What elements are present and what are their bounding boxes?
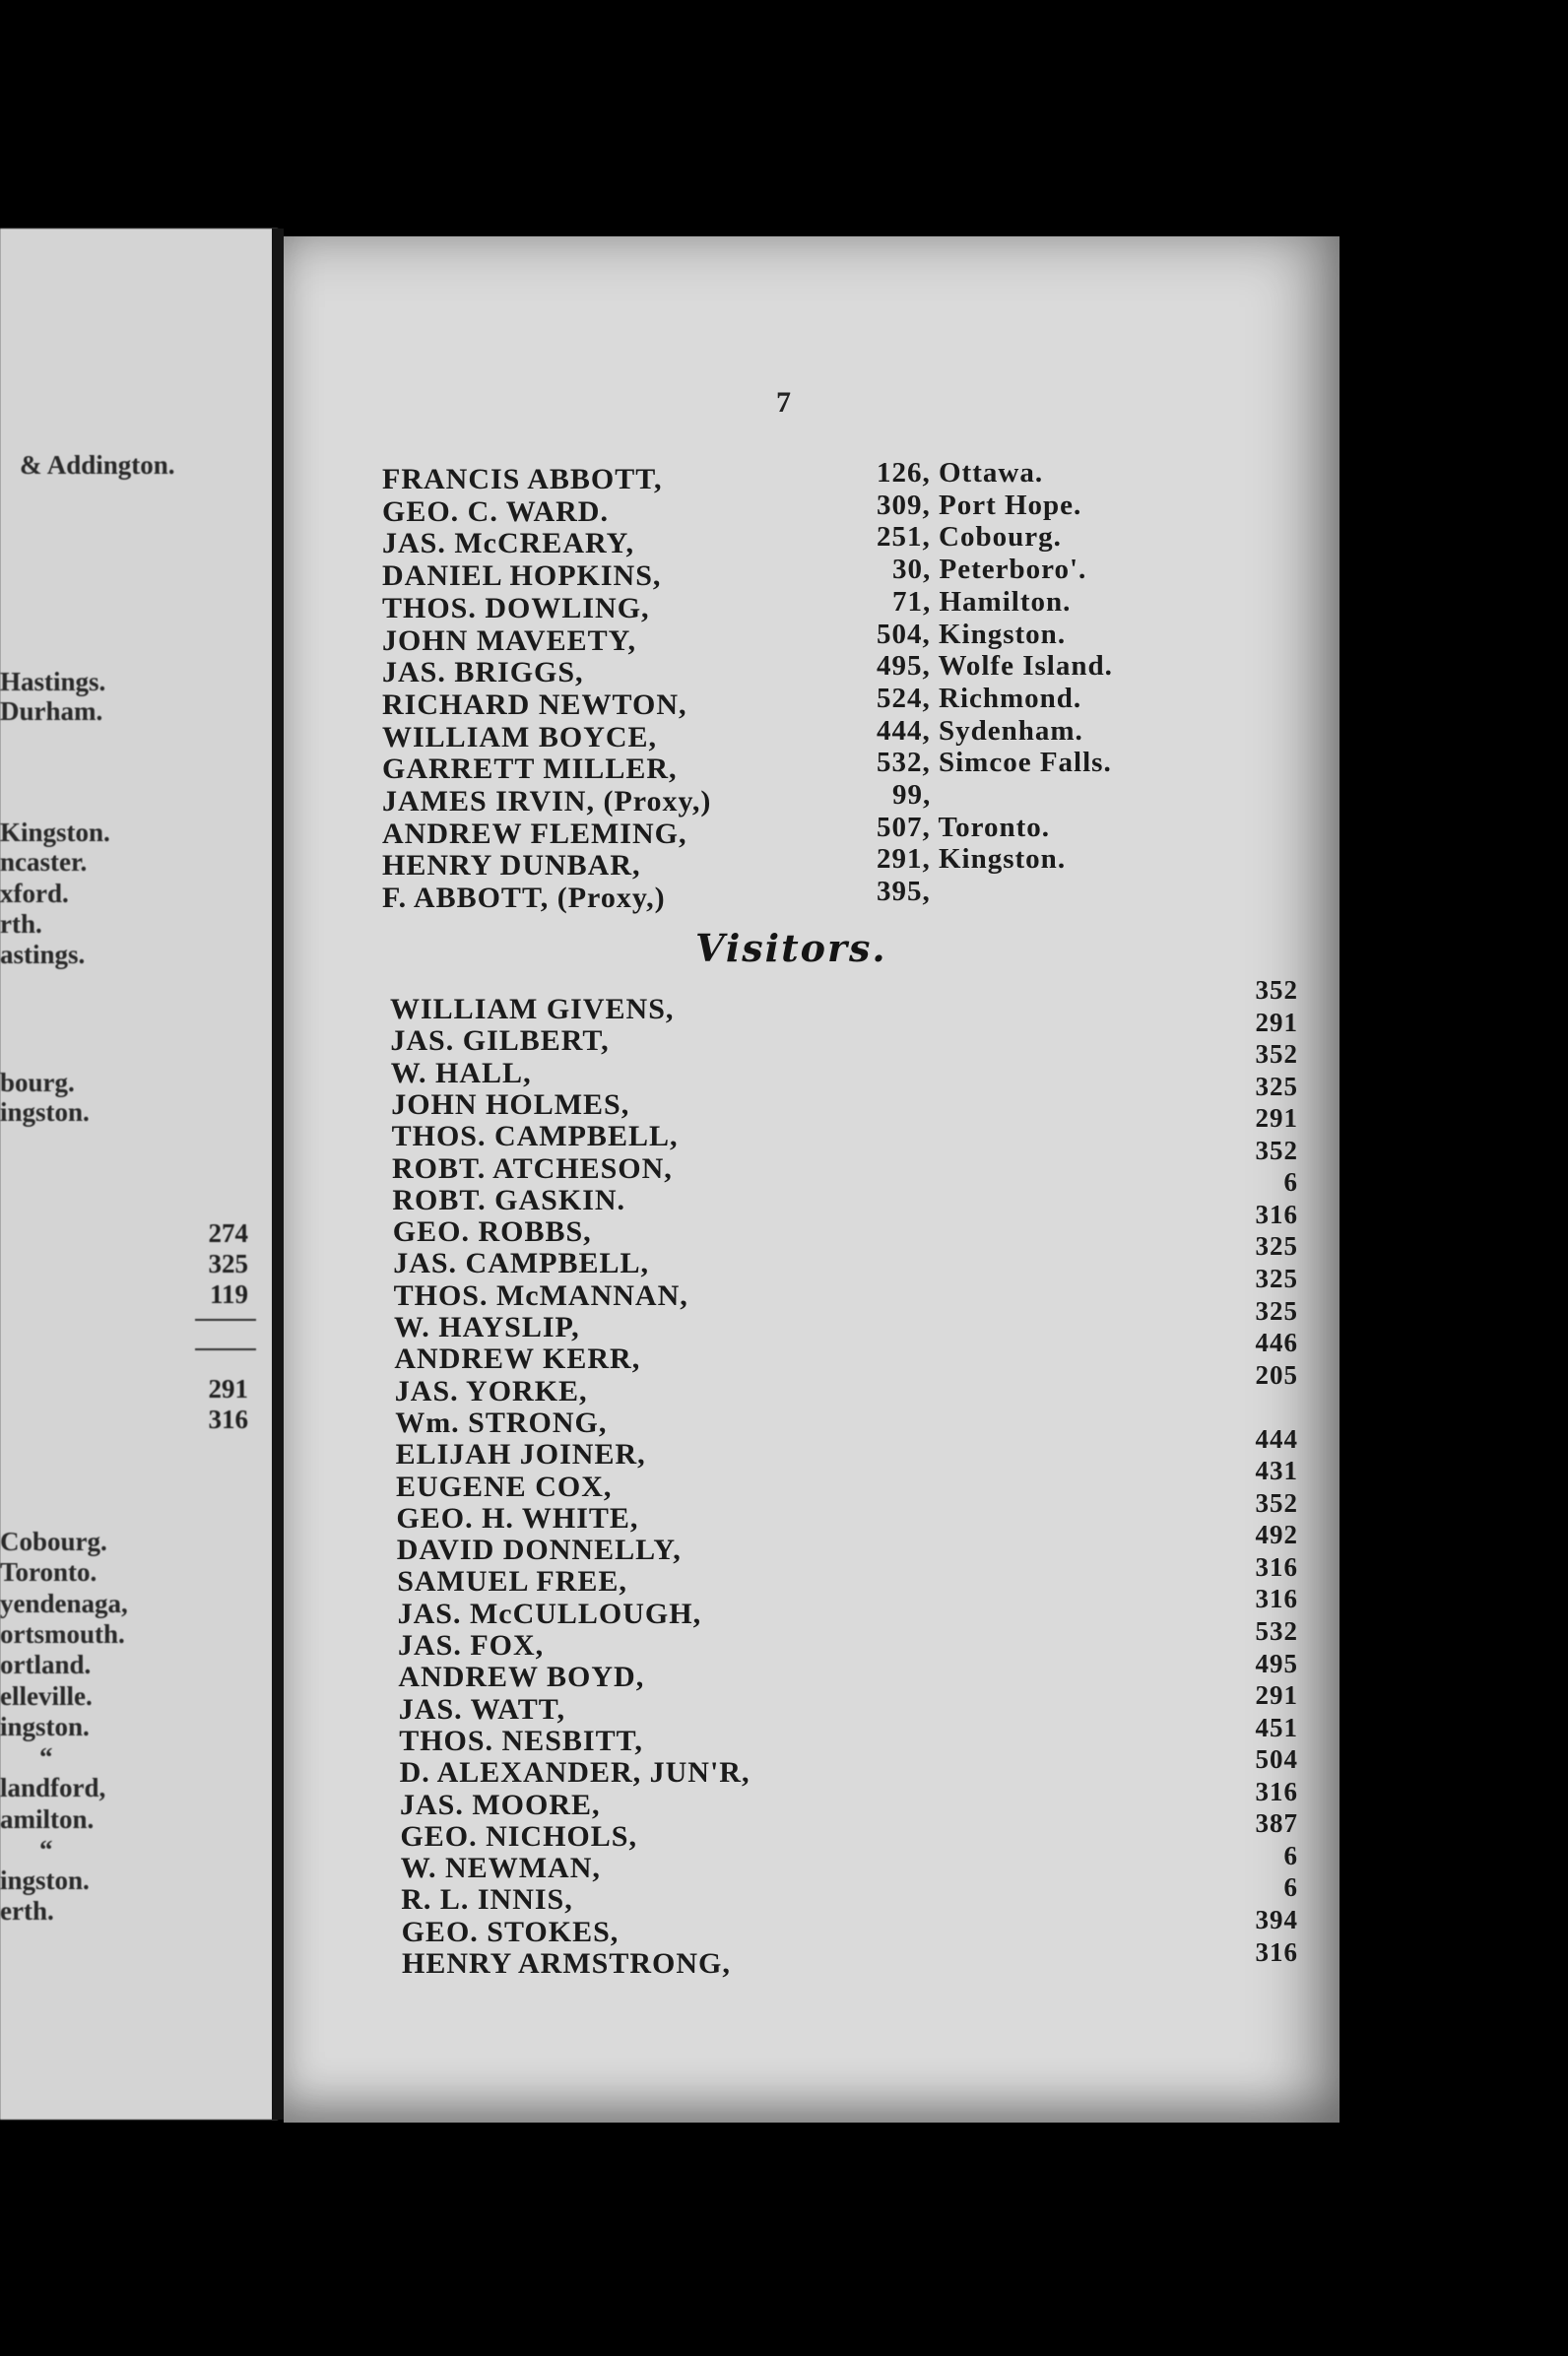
visitor-lodge: 325: [1255, 1071, 1298, 1101]
visitor-lodge: 431: [1255, 1456, 1298, 1486]
visitor-lodge: 325: [1255, 1231, 1298, 1262]
visitor-lodge: 352: [1255, 1039, 1298, 1070]
visitor-lodge: 387: [1255, 1808, 1298, 1839]
visitor-lodge: 325: [1255, 1263, 1298, 1293]
visitor-lodge: 451: [1255, 1712, 1298, 1742]
visitor-name: ELIJAH JOINER,: [395, 1438, 646, 1472]
visitor-name: Wm. STRONG,: [395, 1406, 608, 1439]
visitor-lodge: 6: [1283, 1167, 1298, 1198]
delegate-lodge: 291, Kingston.: [877, 843, 1067, 876]
left-page-line: Cobourg.: [0, 1527, 107, 1556]
visitor-name: ANDREW BOYD,: [398, 1661, 645, 1694]
left-page-number: 325: [208, 1249, 248, 1278]
left-page-line: bourg.: [0, 1068, 75, 1097]
visitor-name: JAS. McCULLOUGH,: [397, 1597, 702, 1630]
visitor-name: W. HAYSLIP,: [394, 1311, 580, 1343]
delegate-lodge: 395,: [877, 876, 931, 908]
delegate-name: THOS. DOWLING,: [382, 591, 650, 624]
delegate-lodge: 71, Hamilton.: [892, 585, 1072, 618]
visitor-lodge: 444: [1255, 1423, 1298, 1454]
visitor-name: JAS. FOX,: [398, 1629, 545, 1662]
left-page-line: & Addington.: [20, 450, 175, 480]
visitor-lodge: 316: [1255, 1199, 1298, 1229]
visitor-name: ROBT. GASKIN.: [392, 1183, 626, 1216]
visitor-lodge: 316: [1255, 1551, 1298, 1582]
left-page-line: ortland.: [0, 1650, 92, 1679]
delegate-name: JAS. BRIGGS,: [382, 656, 584, 689]
left-page-number: 274: [208, 1218, 248, 1248]
left-page-line: Toronto.: [0, 1557, 98, 1587]
visitor-name: JAS. MOORE,: [400, 1788, 601, 1821]
visitor-name: WILLIAM GIVENS,: [390, 993, 675, 1025]
visitor-lodge: 6: [1283, 1872, 1298, 1903]
visitor-lodge: 316: [1255, 1776, 1298, 1806]
visitor-name: JOHN HOLMES,: [391, 1087, 630, 1121]
delegate-lodge: 30, Peterboro'.: [892, 554, 1087, 586]
delegate-name: GARRETT MILLER,: [382, 753, 678, 786]
delegate-name: ANDREW FLEMING,: [382, 817, 687, 850]
visitor-lodge: 352: [1255, 1135, 1298, 1165]
visitor-lodge: 492: [1255, 1520, 1298, 1550]
visitor-lodge: 6: [1283, 1840, 1298, 1870]
visitor-lodge: 495: [1255, 1648, 1298, 1678]
left-page-line: astings.: [0, 940, 86, 969]
delegate-name: JAMES IRVIN, (Proxy,): [382, 785, 712, 818]
left-page-line: rth.: [0, 909, 42, 939]
left-page-number: 119: [209, 1279, 248, 1309]
left-page-number: 316: [208, 1405, 248, 1434]
visitor-name: ROBT. ATCHESON,: [392, 1151, 673, 1185]
left-page-line: landford,: [0, 1773, 106, 1802]
left-page-line: erth.: [0, 1896, 54, 1926]
delegate-lodge: 126, Ottawa.: [877, 457, 1044, 489]
left-page-line: ncaster.: [0, 847, 88, 877]
delegate-name: JOHN MAVEETY,: [382, 623, 637, 657]
visitor-name: HENRY ARMSTRONG,: [402, 1947, 731, 1980]
left-page-line: “: [39, 1742, 53, 1772]
visitor-name: GEO. H. WHITE,: [396, 1501, 639, 1535]
visitor-name: SAMUEL FREE,: [397, 1565, 627, 1599]
delegate-name: RICHARD NEWTON,: [382, 687, 687, 721]
visitor-name: THOS. NESBITT,: [399, 1724, 643, 1757]
delegate-name: DANIEL HOPKINS,: [382, 559, 662, 593]
visitor-name: GEO. NICHOLS,: [400, 1819, 637, 1853]
visitor-name: JAS. CAMPBELL,: [393, 1247, 650, 1280]
left-page-line: ingston.: [0, 1097, 90, 1127]
visitor-lodge: 352: [1255, 1487, 1298, 1518]
left-page-line: amilton.: [0, 1804, 95, 1834]
visitor-name: JAS. WATT,: [398, 1692, 566, 1726]
visitor-lodge: 205: [1255, 1359, 1298, 1390]
left-page-line: ingston.: [0, 1712, 90, 1741]
left-page-line: yendenaga,: [0, 1589, 128, 1618]
left-page-line: Hastings.: [0, 667, 106, 696]
page-number: 7: [776, 386, 791, 419]
visitor-name: GEO. ROBBS,: [392, 1215, 592, 1249]
visitor-name: JAS. GILBERT,: [390, 1024, 610, 1058]
visitors-heading: Visitors.: [695, 926, 887, 970]
left-page-rule: [195, 1319, 256, 1321]
left-page-fragment: [0, 229, 278, 2120]
visitor-lodge: 446: [1255, 1328, 1298, 1358]
delegate-name: GEO. C. WARD.: [382, 494, 609, 528]
visitor-name: EUGENE COX,: [396, 1470, 613, 1503]
left-page-line: ingston.: [0, 1865, 90, 1895]
left-page-number: 291: [208, 1374, 248, 1404]
right-page: [284, 236, 1339, 2123]
delegate-lodge: 309, Port Hope.: [877, 489, 1082, 521]
visitor-name: W. HALL,: [390, 1056, 532, 1089]
left-page-rule: [195, 1348, 256, 1350]
visitor-name: DAVID DONNELLY,: [396, 1534, 682, 1567]
delegate-lodge: 504, Kingston.: [877, 618, 1067, 650]
delegate-lodge: 251, Cobourg.: [877, 521, 1062, 554]
visitor-name: THOS. CAMPBELL,: [391, 1120, 679, 1153]
visitor-name: D. ALEXANDER, JUN'R,: [399, 1756, 751, 1790]
visitor-lodge: 291: [1255, 1007, 1298, 1037]
delegate-name: FRANCIS ABBOTT,: [382, 463, 663, 495]
visitor-name: JAS. YORKE,: [394, 1374, 588, 1407]
visitor-name: W. NEWMAN,: [400, 1852, 601, 1885]
delegate-lodge: 444, Sydenham.: [877, 714, 1083, 747]
visitor-lodge: 316: [1255, 1936, 1298, 1967]
visitor-lodge: 394: [1255, 1904, 1298, 1934]
visitor-lodge: 316: [1255, 1584, 1298, 1614]
left-page-line: Kingston.: [0, 818, 110, 847]
delegate-lodge: 524, Richmond.: [877, 682, 1082, 714]
visitor-name: THOS. McMANNAN,: [393, 1278, 688, 1312]
visitor-lodge: 352: [1255, 975, 1298, 1005]
delegate-lodge: 495, Wolfe Island.: [877, 650, 1113, 683]
visitor-lodge: 291: [1255, 1103, 1298, 1134]
book-gutter: [272, 229, 284, 2120]
left-page-line: ortsmouth.: [0, 1619, 125, 1649]
visitor-lodge: 325: [1255, 1295, 1298, 1326]
visitor-name: GEO. STOKES,: [401, 1915, 620, 1948]
visitor-lodge: 291: [1255, 1680, 1298, 1711]
delegate-lodge: 507, Toronto.: [877, 811, 1051, 843]
delegate-name: HENRY DUNBAR,: [382, 849, 641, 883]
visitor-name: ANDREW KERR,: [394, 1342, 641, 1376]
delegate-name: JAS. McCREARY,: [382, 527, 635, 560]
visitor-lodge: 504: [1255, 1744, 1298, 1775]
delegate-name: F. ABBOTT, (Proxy,): [382, 882, 666, 915]
visitor-lodge: 532: [1255, 1616, 1298, 1646]
left-page-line: “: [39, 1835, 53, 1865]
visitor-name: R. L. INNIS,: [401, 1883, 573, 1917]
delegate-name: WILLIAM BOYCE,: [382, 720, 658, 753]
left-page-line: elleville.: [0, 1681, 93, 1711]
delegate-lodge: 532, Simcoe Falls.: [877, 747, 1112, 779]
left-page-line: xford.: [0, 879, 69, 908]
delegate-lodge: 99,: [892, 779, 932, 811]
left-page-line: Durham.: [0, 696, 103, 726]
